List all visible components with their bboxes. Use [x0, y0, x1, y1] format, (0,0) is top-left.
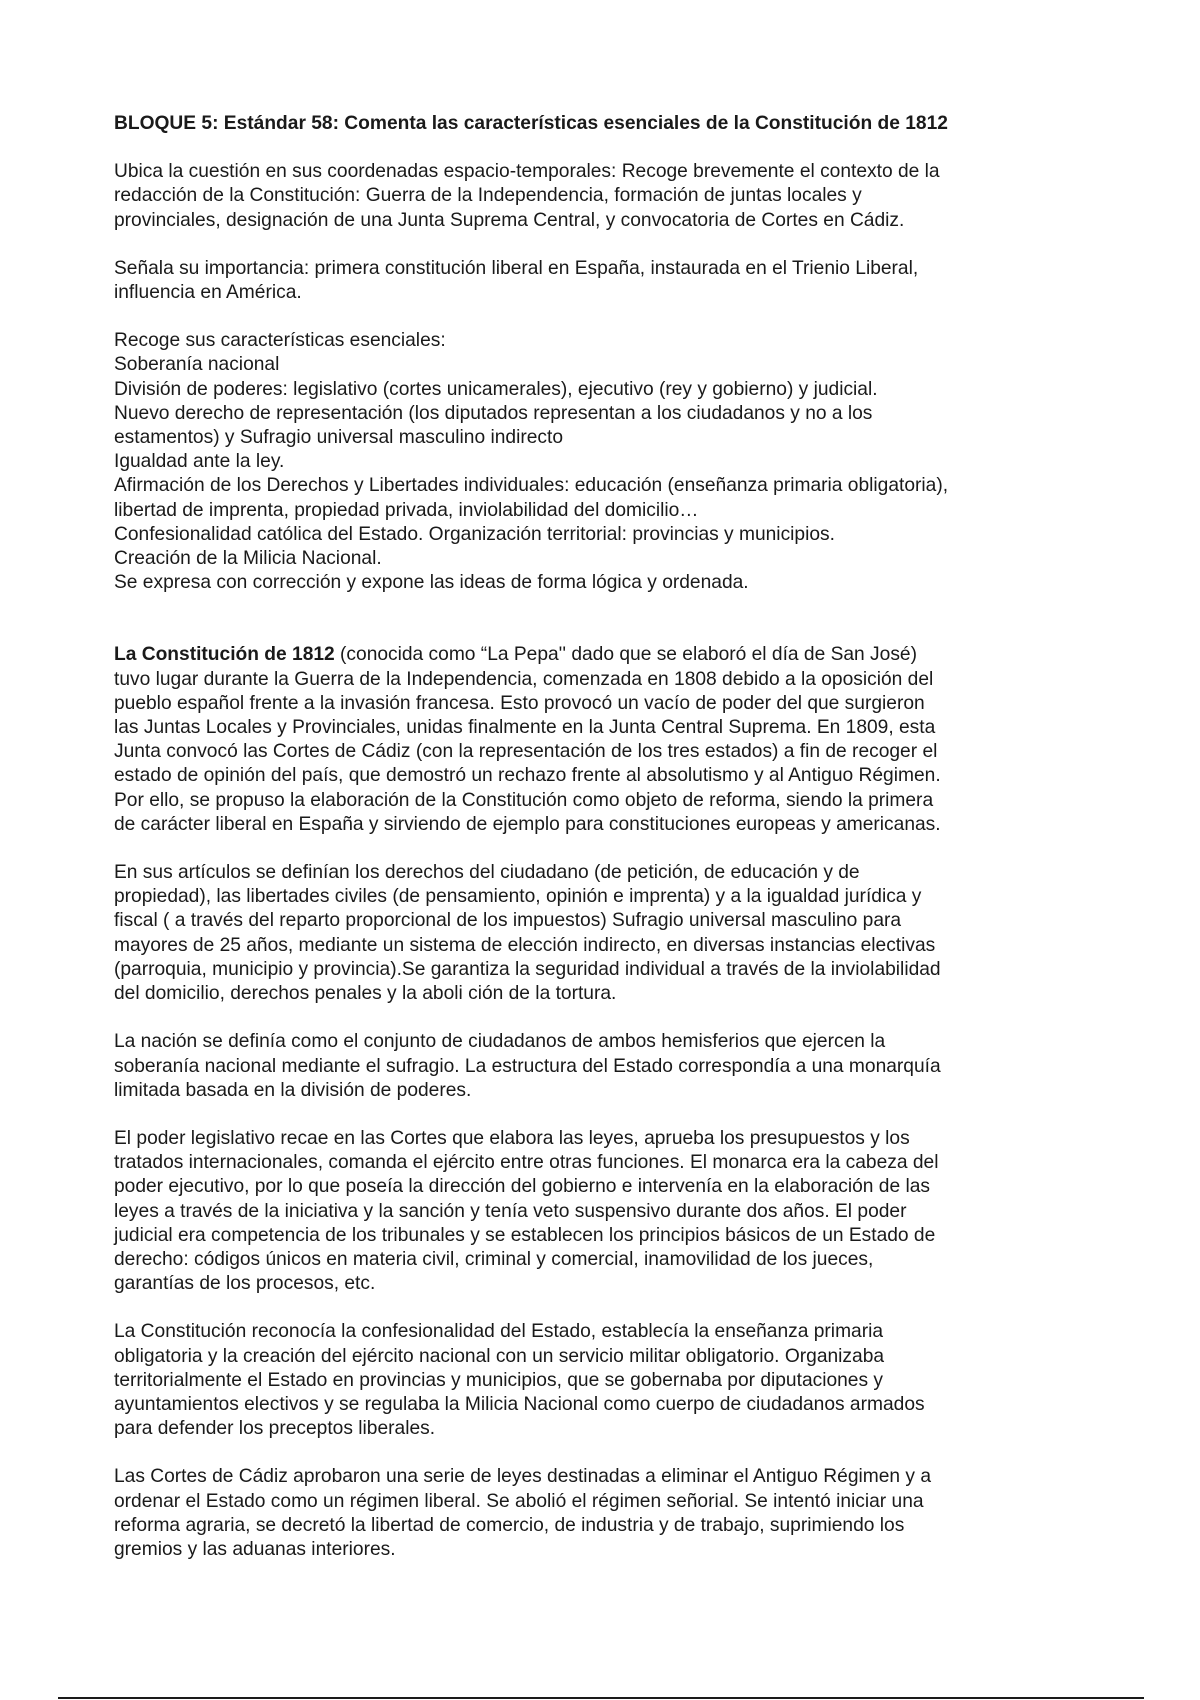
text-line: Recoge sus características esenciales: — [114, 330, 446, 352]
text-line: obligatoria y la creación del ejército nacional con un servicio militar obligatorio. Organizaba — [114, 1345, 885, 1367]
text-line: poder ejecutivo, por lo que poseía la dirección del gobierno e intervenía en la elaboración de las — [114, 1176, 931, 1198]
spacer — [114, 233, 1094, 257]
text-line: soberanía nacional mediante el sufragio. La estructura del Estado correspondía a una monarquía — [114, 1055, 941, 1077]
text-line: gremios y las aduanas interiores. — [114, 1538, 396, 1560]
spacer — [114, 1441, 1094, 1465]
text-line: Igualdad ante la ley. — [114, 451, 285, 473]
text-line: (parroquia, municipio y provincia).Se garantiza la seguridad individual a través de la inviolabilidad — [114, 958, 941, 980]
spacer — [114, 136, 1094, 160]
text-line: territorialmente el Estado en provincias y municipios, que se gobernaba por diputaciones y — [114, 1369, 883, 1391]
spacer — [114, 595, 1094, 643]
text-line: Confesionalidad católica del Estado. Organización territorial: provincias y municipios. — [114, 523, 835, 545]
spacer — [114, 837, 1094, 861]
text-line: División de poderes: legislativo (cortes unicamerales), ejecutivo (rey y gobierno) y judicial. — [114, 378, 878, 400]
text-line: La Constitución reconocía la confesionalidad del Estado, establecía la enseñanza primaria — [114, 1321, 884, 1343]
text-line: provinciales, designación de una Junta Suprema Central, y convocatoria de Cortes en Cádiz. — [114, 209, 905, 231]
footer-rule — [58, 1697, 1144, 1699]
document-heading: BLOQUE 5: Estándar 58: Comenta las características esenciales de la Constitución de 1812 — [114, 113, 948, 134]
essay-paragraph-3 — [114, 1030, 1094, 1103]
essay-paragraph-6 — [114, 1465, 1094, 1562]
text-line: garantías de los procesos, etc. — [114, 1273, 376, 1295]
text-line: Junta convocó las Cortes de Cádiz (con la representación de los tres estados) a fin de recoger el — [114, 741, 938, 763]
spacer — [114, 305, 1094, 329]
text-line: Creación de la Milicia Nacional. — [114, 548, 382, 570]
text-line: para defender los preceptos liberales. — [114, 1418, 436, 1440]
essay-paragraph-1 — [114, 643, 1094, 837]
text-line: las Juntas Locales y Provinciales, unidas finalmente en la Junta Central Suprema. En 1809, esta — [114, 717, 936, 739]
text-line: Nuevo derecho de representación (los diputados representan a los ciudadanos y no a los — [114, 402, 873, 424]
text-line: judicial era competencia de los tribunales y se establecen los principios básicos de un Estado de — [114, 1224, 936, 1246]
text-line: Se expresa con corrección y expone las ideas de forma lógica y ordenada. — [114, 572, 749, 594]
text-line: estado de opinión del país, que demostró un rechazo frente al absolutismo y al Antiguo Régimen. — [114, 765, 941, 787]
text-line: tratados internacionales, comanda el ejército entre otras funciones. El monarca era la cabeza del — [114, 1152, 939, 1174]
text-line: reforma agraria, se decretó la libertad de comercio, de industria y de trabajo, suprimiendo los — [114, 1514, 905, 1536]
text-line: tuvo lugar durante la Guerra de la Independencia, comenzada en 1808 debido a la oposición del — [114, 668, 934, 690]
text-line: del domicilio, derechos penales y la aboli ción de la tortura. — [114, 983, 617, 1005]
text-line — [114, 643, 1094, 667]
text-line: propiedad), las libertades civiles (de pensamiento, opinión e imprenta) y a la igualdad jurídica y — [114, 886, 922, 908]
text-span: (conocida como “La Pepa'' dado que se elaboró el día de San José) — [334, 644, 917, 666]
essay-paragraph-4 — [114, 1127, 1094, 1296]
text-line: Señala su importancia: primera constitución liberal en España, instaurada en el Trienio Liberal, — [114, 257, 919, 279]
importance-paragraph — [114, 257, 1094, 305]
text-line: pueblo español frente a la invasión francesa. Esto provocó un vacío de poder del que surgieron — [114, 692, 925, 714]
text-line: de carácter liberal en España y sirviendo de ejemplo para constituciones europeas y americanas. — [114, 813, 941, 835]
text-line: Las Cortes de Cádiz aprobaron una serie de leyes destinadas a eliminar el Antiguo Régimen y a — [114, 1466, 932, 1488]
text-line: El poder legislativo recae en las Cortes que elabora las leyes, aprueba los presupuestos y los — [114, 1127, 910, 1149]
spacer — [114, 1006, 1094, 1030]
characteristics-list — [114, 329, 1094, 595]
essay-paragraph-2 — [114, 861, 1094, 1006]
text-line: Afirmación de los Derechos y Libertades individuales: educación (enseñanza primaria obligatoria), — [114, 475, 949, 497]
text-line: ayuntamientos electivos y se regulaba la Milicia Nacional como cuerpo de ciudadanos armados — [114, 1393, 925, 1415]
text-line: limitada basada en la división de poderes. — [114, 1079, 472, 1101]
text-line: mayores de 25 años, mediante un sistema de elección indirecto, en diversas instancias electivas — [114, 934, 936, 956]
text-line: leyes a través de la iniciativa y la sanción y tenía veto suspensivo durante dos años. El poder — [114, 1200, 907, 1222]
text-line: libertad de imprenta, propiedad privada, inviolabilidad del domicilio… — [114, 499, 699, 521]
text-line: En sus artículos se definían los derechos del ciudadano (de petición, de educación y de — [114, 862, 860, 884]
text-line: estamentos) y Sufragio universal masculino indirecto — [114, 427, 563, 449]
text-line: fiscal ( a través del reparto proporcional de los impuestos) Sufragio universal masculino para — [114, 910, 902, 932]
text-line: La nación se definía como el conjunto de ciudadanos de ambos hemisferios que ejercen la — [114, 1031, 886, 1053]
text-line: redacción de la Constitución: Guerra de la Independencia, formación de juntas locales y — [114, 185, 862, 207]
spacer — [114, 1296, 1094, 1320]
text-line: Soberanía nacional — [114, 354, 280, 376]
text-line: derecho: códigos únicos en materia civil, criminal y comercial, inamovilidad de los jueces, — [114, 1248, 874, 1270]
text-line: ordenar el Estado como un régimen liberal. Se abolió el régimen señorial. Se intentó iniciar una — [114, 1490, 924, 1512]
context-paragraph — [114, 160, 1094, 233]
text-line: Ubica la cuestión en sus coordenadas espacio-temporales: Recoge brevemente el contexto de la — [114, 161, 940, 183]
essay-paragraph-5 — [114, 1320, 1094, 1441]
document-page — [114, 112, 1094, 1562]
essay-bold-lead: La Constitución de 1812 — [114, 644, 335, 666]
spacer — [114, 1103, 1094, 1127]
text-line: influencia en América. — [114, 282, 302, 304]
text-line: Por ello, se propuso la elaboración de la Constitución como objeto de reforma, siendo la primera — [114, 789, 934, 811]
